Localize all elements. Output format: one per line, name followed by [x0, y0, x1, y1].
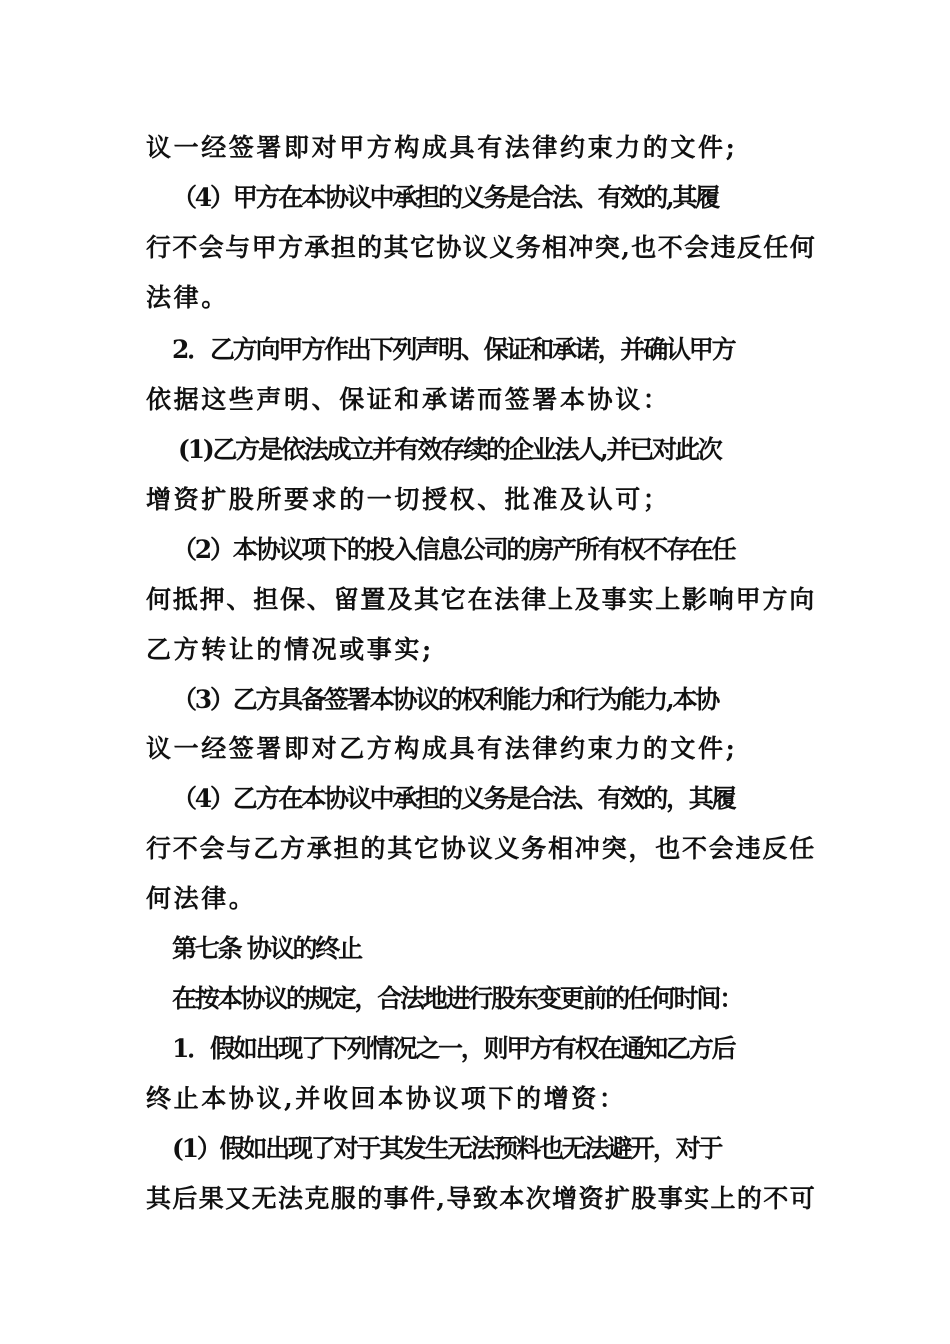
body-text-line: 2．乙方向甲方作出下列声明、保证和承诺，并确认甲方	[172, 335, 735, 364]
section-heading: 第七条 协议的终止	[172, 934, 361, 963]
body-text-line: (1)乙方是依法成立并有效存续的企业法人,并已对此次	[178, 435, 721, 464]
body-text-line: （4）乙方在本协议中承担的义务是合法、有效的，其履	[172, 784, 735, 813]
body-text-line: 终止本协议,并收回本协议项下的增资：	[146, 1084, 627, 1113]
body-text-line: 其后果又无法克服的事件,导致本次增资扩股事实上的不可	[146, 1184, 817, 1213]
body-text-line: （3）乙方具备签署本协议的权利能力和行为能力,本协	[172, 685, 719, 714]
body-text-line: 何抵押、担保、留置及其它在法律上及事实上影响甲方向	[146, 585, 817, 614]
body-text-line: 行不会与乙方承担的其它协议义务相冲突，也不会违反任	[146, 834, 817, 863]
body-text-line: 乙方转让的情况或事实;	[146, 635, 434, 664]
body-text-line: 行不会与甲方承担的其它协议义务相冲突,也不会违反任何	[146, 233, 817, 262]
body-text-line: （4）甲方在本协议中承担的义务是合法、有效的,其履	[172, 183, 719, 212]
body-text-line: 1．假如出现了下列情况之一，则甲方有权在通知乙方后	[172, 1034, 735, 1063]
body-text-line: 法律。	[146, 283, 229, 312]
body-text-line: 增资扩股所要求的一切授权、批准及认可；	[146, 485, 671, 514]
body-text-line: 在按本协议的规定，合法地进行股东变更前的任何时间：	[172, 984, 743, 1013]
body-text-line: 依据这些声明、保证和承诺而签署本协议：	[146, 385, 671, 414]
body-text-line: 何法律。	[146, 884, 257, 913]
body-text-line: 议一经签署即对乙方构成具有法律约束力的文件;	[146, 734, 738, 763]
body-text-line: 议一经签署即对甲方构成具有法律约束力的文件;	[146, 133, 738, 162]
body-text-line: （2）本协议项下的投入信息公司的房产所有权不存在任	[172, 535, 735, 564]
body-text-line: (1）假如出现了对于其发生无法预料也无法避开，对于	[172, 1134, 722, 1163]
